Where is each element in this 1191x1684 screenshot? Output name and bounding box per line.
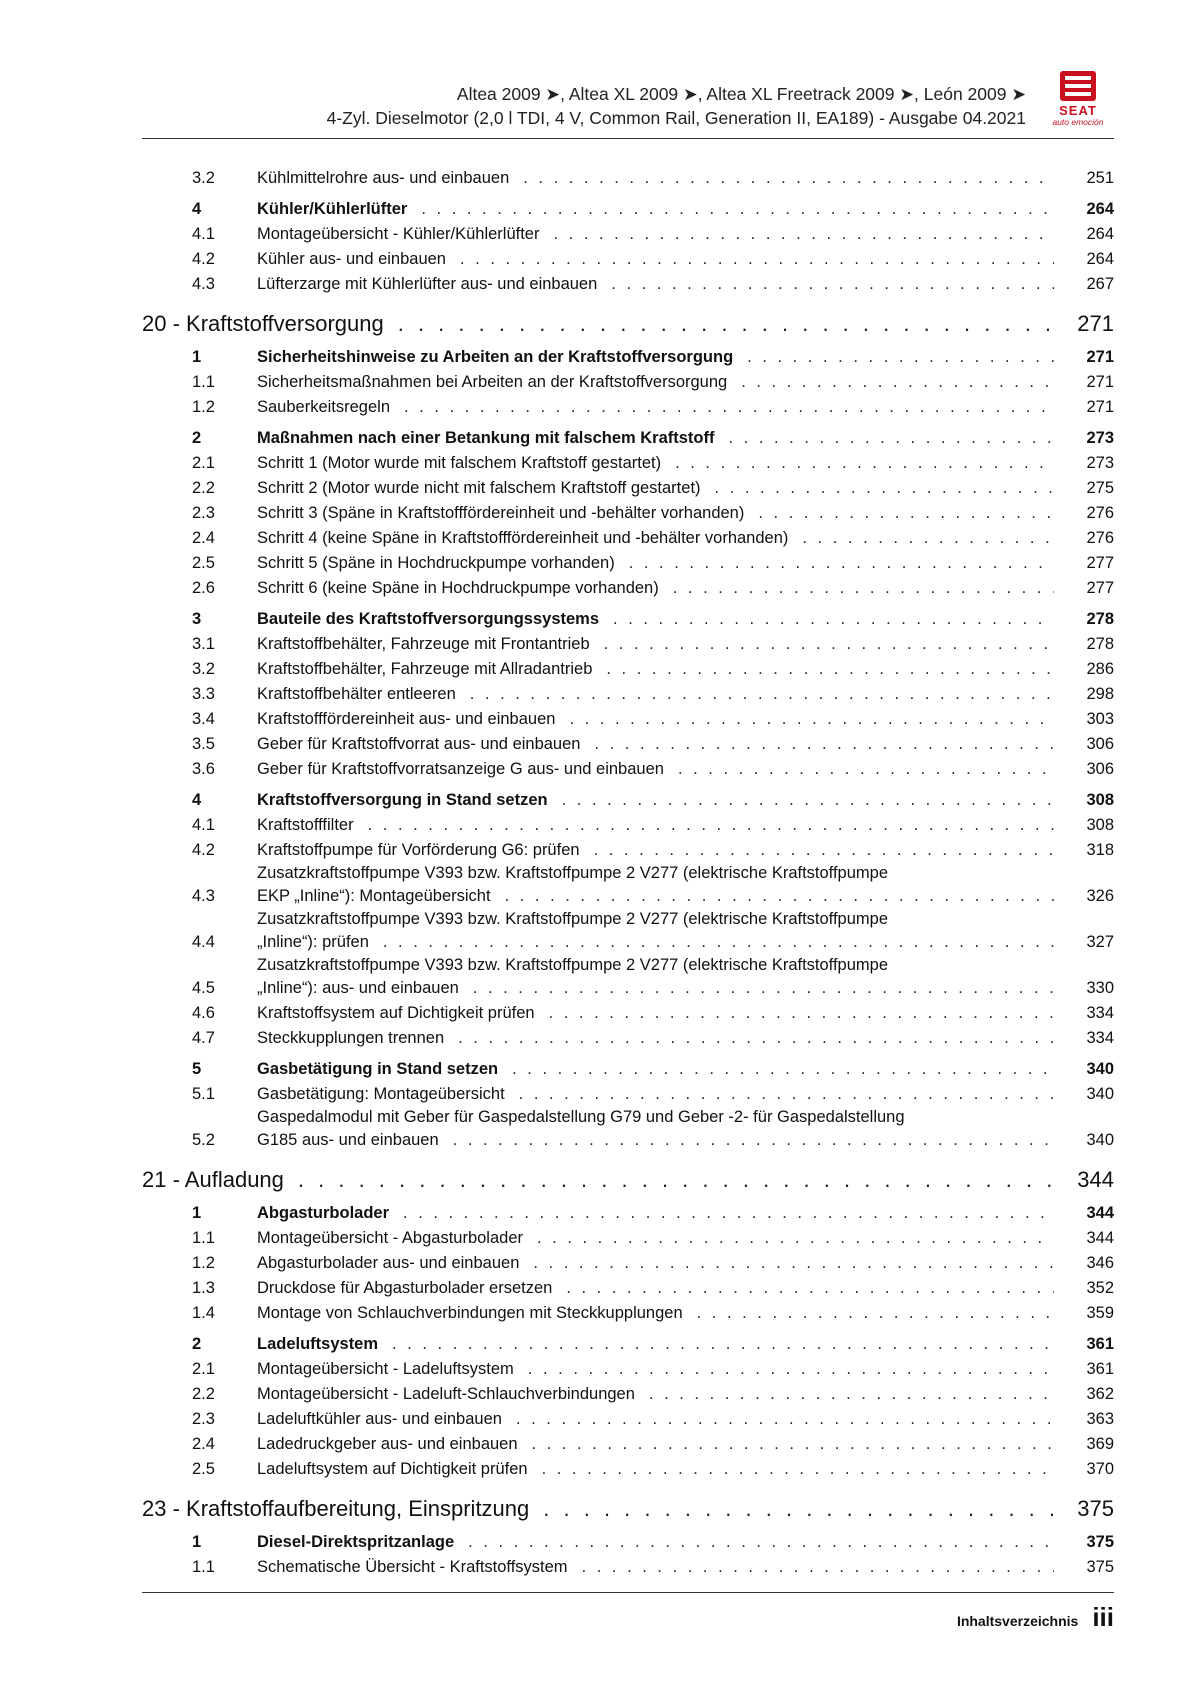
toc-title: Ladeluftsystem auf Dichtigkeit prüfen bbox=[257, 1460, 528, 1478]
toc-entry[interactable] bbox=[142, 955, 1114, 1001]
toc-title: EKP „Inline“): Montageübersicht bbox=[257, 887, 491, 905]
toc-entry[interactable] bbox=[142, 551, 1114, 576]
dot-leader bbox=[523, 166, 1054, 191]
toc-title: Zusatzkraftstoffpumpe V393 bzw. Kraftstoffpumpe 2 V277 (elektrische Kraftstoffpumpe bbox=[257, 864, 889, 882]
toc-section[interactable] bbox=[142, 1332, 1114, 1357]
toc-title: Kühler/Kühlerlüfter bbox=[257, 200, 408, 218]
toc-page-number: 278 bbox=[1086, 610, 1114, 628]
toc-page-number: 344 bbox=[1077, 1167, 1114, 1192]
toc-title: Abgasturbolader aus- und einbauen bbox=[257, 1254, 520, 1272]
toc-entry[interactable] bbox=[142, 166, 1114, 191]
toc-page-number: 264 bbox=[1086, 250, 1114, 268]
toc-section[interactable] bbox=[142, 197, 1114, 222]
toc-entry[interactable] bbox=[142, 395, 1114, 420]
dot-leader bbox=[516, 1407, 1054, 1432]
toc-title: 21 - Aufladung bbox=[142, 1167, 284, 1192]
toc-title: G185 aus- und einbauen bbox=[257, 1131, 439, 1149]
toc-number: 1.2 bbox=[192, 398, 215, 416]
toc-number: 2.2 bbox=[192, 479, 215, 497]
toc-title: Sauberkeitsregeln bbox=[257, 398, 390, 416]
dot-leader bbox=[512, 1057, 1054, 1082]
dot-leader bbox=[802, 526, 1054, 551]
dot-leader bbox=[594, 732, 1054, 757]
logo-brand: SEAT bbox=[1059, 103, 1097, 118]
seat-logo bbox=[1043, 70, 1113, 127]
toc-number: 3.2 bbox=[192, 660, 215, 678]
toc-entry[interactable] bbox=[142, 1432, 1114, 1457]
toc-entry[interactable] bbox=[142, 757, 1114, 782]
toc-entry[interactable] bbox=[142, 707, 1114, 732]
dot-leader bbox=[594, 838, 1054, 863]
toc-title: 23 - Kraftstoffaufbereitung, Einspritzung bbox=[142, 1496, 530, 1521]
toc-title: Gasbetätigung in Stand setzen bbox=[257, 1060, 499, 1078]
toc-page-number: 344 bbox=[1086, 1229, 1114, 1247]
toc-title: Kraftstoffpumpe für Vorförderung G6: prüfen bbox=[257, 841, 580, 859]
toc-title: Diesel-Direktspritzanlage bbox=[257, 1533, 455, 1551]
toc-section[interactable] bbox=[142, 1057, 1114, 1082]
dot-leader bbox=[675, 451, 1054, 476]
dot-leader bbox=[747, 345, 1054, 370]
toc-page-number: 276 bbox=[1086, 504, 1114, 522]
toc-entry[interactable] bbox=[142, 863, 1114, 909]
toc-title: Ladedruckgeber aus- und einbauen bbox=[257, 1435, 518, 1453]
dot-leader bbox=[715, 476, 1054, 501]
toc-entry[interactable] bbox=[142, 1226, 1114, 1251]
toc-number: 5.2 bbox=[192, 1131, 215, 1149]
toc-entry[interactable] bbox=[142, 1001, 1114, 1026]
toc-page-number: 303 bbox=[1086, 710, 1114, 728]
dot-leader bbox=[460, 247, 1054, 272]
toc-page-number: 375 bbox=[1077, 1496, 1114, 1521]
toc-number: 2.6 bbox=[192, 579, 215, 597]
toc-title: 20 - Kraftstoffversorgung bbox=[142, 311, 384, 336]
toc-chapter[interactable] bbox=[142, 1494, 1114, 1524]
toc-title: Montageübersicht - Ladeluft-Schlauchverbindungen bbox=[257, 1385, 635, 1403]
toc-section[interactable] bbox=[142, 1201, 1114, 1226]
toc-number: 4.3 bbox=[192, 275, 215, 293]
dot-leader bbox=[562, 788, 1054, 813]
toc-number: 2.1 bbox=[192, 454, 215, 472]
toc-number: 3.1 bbox=[192, 635, 215, 653]
page-footer bbox=[142, 1602, 1114, 1633]
toc-entry[interactable] bbox=[142, 526, 1114, 551]
toc-title: Schritt 2 (Motor wurde nicht mit falschem Kraftstoff gestartet) bbox=[257, 479, 701, 497]
toc-number: 2.4 bbox=[192, 1435, 215, 1453]
toc-section[interactable] bbox=[142, 426, 1114, 451]
dot-leader bbox=[582, 1555, 1054, 1580]
toc-entry[interactable] bbox=[142, 813, 1114, 838]
toc-title: Schritt 6 (keine Späne in Hochdruckpumpe vorhanden) bbox=[257, 579, 659, 597]
toc-title: Geber für Kraftstoffvorrat aus- und einbauen bbox=[257, 735, 581, 753]
dot-leader bbox=[611, 272, 1054, 297]
toc-page-number: 298 bbox=[1086, 685, 1114, 703]
toc-number: 2.4 bbox=[192, 529, 215, 547]
toc-number: 3.5 bbox=[192, 735, 215, 753]
toc-page-number: 273 bbox=[1086, 429, 1114, 447]
toc-entry[interactable] bbox=[142, 682, 1114, 707]
toc-page-number: 275 bbox=[1086, 479, 1114, 497]
toc-page-number: 286 bbox=[1086, 660, 1114, 678]
toc-title: Kühler aus- und einbauen bbox=[257, 250, 446, 268]
footer-title: Inhaltsverzeichnis bbox=[956, 1613, 1079, 1629]
toc-page-number: 344 bbox=[1086, 1204, 1114, 1222]
dot-leader bbox=[383, 930, 1054, 955]
toc-chapter[interactable] bbox=[142, 1165, 1114, 1195]
toc-entry[interactable] bbox=[142, 501, 1114, 526]
dot-leader bbox=[398, 309, 1054, 339]
toc-title: Steckkupplungen trennen bbox=[257, 1029, 445, 1047]
dot-leader bbox=[368, 813, 1054, 838]
toc-title: Schritt 5 (Späne in Hochdruckpumpe vorhanden) bbox=[257, 554, 615, 572]
toc-number: 1 bbox=[192, 348, 202, 366]
toc-title: Abgasturbolader bbox=[257, 1204, 390, 1222]
toc-number: 2.2 bbox=[192, 1385, 215, 1403]
dot-leader bbox=[604, 632, 1054, 657]
toc-page-number: 271 bbox=[1086, 373, 1114, 391]
dot-leader bbox=[678, 757, 1054, 782]
toc-page-number: 340 bbox=[1086, 1131, 1114, 1149]
toc-number: 3.4 bbox=[192, 710, 215, 728]
toc-title: Ladeluftsystem bbox=[257, 1335, 379, 1353]
toc-entry[interactable] bbox=[142, 909, 1114, 955]
toc-number: 2.3 bbox=[192, 1410, 215, 1428]
toc-page-number: 361 bbox=[1086, 1360, 1114, 1378]
toc-title: Schritt 3 (Späne in Kraftstofffördereinheit und -behälter vorhanden) bbox=[257, 504, 745, 522]
dot-leader bbox=[569, 707, 1054, 732]
toc-page-number: 330 bbox=[1086, 979, 1114, 997]
dot-leader bbox=[553, 222, 1054, 247]
page-header bbox=[140, 82, 1026, 130]
dot-leader bbox=[758, 501, 1054, 526]
toc-entry[interactable] bbox=[142, 370, 1114, 395]
toc-number: 2.5 bbox=[192, 1460, 215, 1478]
toc-page-number: 278 bbox=[1086, 635, 1114, 653]
toc-entry[interactable] bbox=[142, 1276, 1114, 1301]
toc-entry[interactable] bbox=[142, 1382, 1114, 1407]
toc-page-number: 264 bbox=[1086, 200, 1114, 218]
toc-title: „Inline“): prüfen bbox=[257, 933, 369, 951]
toc-entry[interactable] bbox=[142, 451, 1114, 476]
toc-section[interactable] bbox=[142, 607, 1114, 632]
toc-title: Bauteile des Kraftstoffversorgungssystems bbox=[257, 610, 600, 628]
toc-number: 1 bbox=[192, 1533, 202, 1551]
toc-title: „Inline“): aus- und einbauen bbox=[257, 979, 459, 997]
toc-title: Gaspedalmodul mit Geber für Gaspedalstellung G79 und Geber -2- für Gaspedalstellung bbox=[257, 1108, 905, 1126]
toc-number: 2.3 bbox=[192, 504, 215, 522]
toc-page-number: 271 bbox=[1086, 348, 1114, 366]
toc-title: Kraftstofffördereinheit aus- und einbauen bbox=[257, 710, 556, 728]
toc-page-number: 375 bbox=[1086, 1533, 1114, 1551]
toc-title: Montageübersicht - Kühler/Kühlerlüfter bbox=[257, 225, 540, 243]
toc-entry[interactable] bbox=[142, 1082, 1114, 1107]
toc-title: Geber für Kraftstoffvorratsanzeige G aus- und einbauen bbox=[257, 760, 664, 778]
toc-title: Maßnahmen nach einer Betankung mit falschem Kraftstoff bbox=[257, 429, 715, 447]
toc-entry[interactable] bbox=[142, 1457, 1114, 1482]
toc-entry[interactable] bbox=[142, 632, 1114, 657]
toc-entry[interactable] bbox=[142, 272, 1114, 297]
toc-page-number: 340 bbox=[1086, 1060, 1114, 1078]
dot-leader bbox=[741, 370, 1054, 395]
toc-entry[interactable] bbox=[142, 838, 1114, 863]
toc-entry[interactable] bbox=[142, 1251, 1114, 1276]
toc-number: 1.3 bbox=[192, 1279, 215, 1297]
toc-number: 4.3 bbox=[192, 887, 215, 905]
header-engine: 4-Zyl. Dieselmotor (2,0 l TDI, 4 V, Common Rail, Generation II, EA189) - Ausgabe 04.2021 bbox=[326, 108, 1026, 128]
toc-entry[interactable] bbox=[142, 1107, 1114, 1153]
toc-page-number: 361 bbox=[1086, 1335, 1114, 1353]
toc-number: 3.2 bbox=[192, 169, 215, 187]
toc-title: Kraftstoffversorgung in Stand setzen bbox=[257, 791, 548, 809]
toc-number: 4.5 bbox=[192, 979, 215, 997]
toc-page-number: 375 bbox=[1086, 1558, 1114, 1576]
toc-page-number: 352 bbox=[1086, 1279, 1114, 1297]
toc-number: 1.2 bbox=[192, 1254, 215, 1272]
dot-leader bbox=[468, 1530, 1054, 1555]
dot-leader bbox=[532, 1432, 1054, 1457]
toc-number: 3 bbox=[192, 610, 202, 628]
dot-leader bbox=[421, 197, 1054, 222]
dot-leader bbox=[473, 976, 1054, 1001]
toc-entry[interactable] bbox=[142, 1357, 1114, 1382]
dot-leader bbox=[549, 1001, 1054, 1026]
toc-page-number: 308 bbox=[1086, 791, 1114, 809]
toc-section[interactable] bbox=[142, 345, 1114, 370]
dot-leader bbox=[606, 657, 1054, 682]
toc-page-number: 306 bbox=[1086, 735, 1114, 753]
dot-leader bbox=[542, 1457, 1054, 1482]
toc-entry[interactable] bbox=[142, 222, 1114, 247]
toc-title: Schematische Übersicht - Kraftstoffsystem bbox=[257, 1558, 568, 1576]
toc-number: 4.6 bbox=[192, 1004, 215, 1022]
toc-page-number: 363 bbox=[1086, 1410, 1114, 1428]
toc-number: 2.5 bbox=[192, 554, 215, 572]
toc-page-number: 264 bbox=[1086, 225, 1114, 243]
toc-title: Montage von Schlauchverbindungen mit Steckkupplungen bbox=[257, 1304, 683, 1322]
dot-leader bbox=[392, 1332, 1054, 1357]
toc-section[interactable] bbox=[142, 1530, 1114, 1555]
toc-entry[interactable] bbox=[142, 1407, 1114, 1432]
toc-number: 4 bbox=[192, 200, 202, 218]
toc-number: 2 bbox=[192, 429, 202, 447]
toc-number: 2 bbox=[192, 1335, 202, 1353]
footer-rule bbox=[142, 1592, 1114, 1593]
dot-leader bbox=[453, 1128, 1054, 1153]
toc-entry[interactable] bbox=[142, 1555, 1114, 1580]
dot-leader bbox=[729, 426, 1055, 451]
toc-number: 1.4 bbox=[192, 1304, 215, 1322]
toc-number: 4 bbox=[192, 791, 202, 809]
toc-title: Kraftstofffilter bbox=[257, 816, 354, 834]
toc-chapter[interactable] bbox=[142, 309, 1114, 339]
dot-leader bbox=[613, 607, 1054, 632]
toc-number: 4.1 bbox=[192, 225, 215, 243]
toc-title: Montageübersicht - Abgasturbolader bbox=[257, 1229, 523, 1247]
toc-page-number: 271 bbox=[1077, 311, 1114, 336]
toc-number: 3.3 bbox=[192, 685, 215, 703]
toc-page-number: 369 bbox=[1086, 1435, 1114, 1453]
toc-title: Druckdose für Abgasturbolader ersetzen bbox=[257, 1279, 553, 1297]
toc-entry[interactable] bbox=[142, 732, 1114, 757]
toc-page-number: 273 bbox=[1086, 454, 1114, 472]
toc-page-number: 276 bbox=[1086, 529, 1114, 547]
toc-title: Sicherheitshinweise zu Arbeiten an der Kraftstoffversorgung bbox=[257, 348, 734, 366]
toc-title: Kraftstoffbehälter, Fahrzeuge mit Allradantrieb bbox=[257, 660, 593, 678]
dot-leader bbox=[673, 576, 1054, 601]
toc-page-number: 308 bbox=[1086, 816, 1114, 834]
toc-number: 5.1 bbox=[192, 1085, 215, 1103]
toc-page-number: 340 bbox=[1086, 1085, 1114, 1103]
toc-title: Gasbetätigung: Montageübersicht bbox=[257, 1085, 505, 1103]
toc-title: Zusatzkraftstoffpumpe V393 bzw. Kraftstoffpumpe 2 V277 (elektrische Kraftstoffpumpe bbox=[257, 956, 889, 974]
toc-page-number: 346 bbox=[1086, 1254, 1114, 1272]
dot-leader bbox=[566, 1276, 1054, 1301]
dot-leader bbox=[298, 1165, 1054, 1195]
toc-page-number: 370 bbox=[1086, 1460, 1114, 1478]
toc-section[interactable] bbox=[142, 788, 1114, 813]
toc-title: Montageübersicht - Ladeluftsystem bbox=[257, 1360, 514, 1378]
toc-page-number: 271 bbox=[1086, 398, 1114, 416]
toc-number: 3.6 bbox=[192, 760, 215, 778]
toc-title: Kraftstoffbehälter, Fahrzeuge mit Frontantrieb bbox=[257, 635, 590, 653]
toc-page-number: 359 bbox=[1086, 1304, 1114, 1322]
toc-entry[interactable] bbox=[142, 1026, 1114, 1051]
toc-number: 2.1 bbox=[192, 1360, 215, 1378]
toc-number: 4.4 bbox=[192, 933, 215, 951]
toc-number: 4.1 bbox=[192, 816, 215, 834]
toc-entry[interactable] bbox=[142, 657, 1114, 682]
toc-title: Kühlmittelrohre aus- und einbauen bbox=[257, 169, 510, 187]
dot-leader bbox=[519, 1082, 1054, 1107]
toc-number: 4.2 bbox=[192, 250, 215, 268]
toc-title: Zusatzkraftstoffpumpe V393 bzw. Kraftstoffpumpe 2 V277 (elektrische Kraftstoffpumpe bbox=[257, 910, 889, 928]
toc-title: Schritt 1 (Motor wurde mit falschem Kraftstoff gestartet) bbox=[257, 454, 662, 472]
toc-title: Ladeluftkühler aus- und einbauen bbox=[257, 1410, 502, 1428]
dot-leader bbox=[403, 1201, 1054, 1226]
dot-leader bbox=[543, 1494, 1054, 1524]
dot-leader bbox=[533, 1251, 1054, 1276]
toc-number: 5 bbox=[192, 1060, 202, 1078]
toc-entry[interactable] bbox=[142, 576, 1114, 601]
toc-page-number: 251 bbox=[1086, 169, 1114, 187]
toc-page-number: 334 bbox=[1086, 1004, 1114, 1022]
toc-title: Kraftstoffsystem auf Dichtigkeit prüfen bbox=[257, 1004, 535, 1022]
dot-leader bbox=[528, 1357, 1054, 1382]
toc-number: 1.1 bbox=[192, 373, 215, 391]
toc-page-number: 267 bbox=[1086, 275, 1114, 293]
dot-leader bbox=[404, 395, 1054, 420]
header-rule bbox=[142, 138, 1114, 139]
dot-leader bbox=[649, 1382, 1054, 1407]
footer-page-number: iii bbox=[1092, 1602, 1114, 1632]
toc-page-number: 318 bbox=[1086, 841, 1114, 859]
toc-page-number: 306 bbox=[1086, 760, 1114, 778]
dot-leader bbox=[470, 682, 1054, 707]
toc-number: 4.2 bbox=[192, 841, 215, 859]
toc-title: Kraftstoffbehälter entleeren bbox=[257, 685, 456, 703]
toc-title: Schritt 4 (keine Späne in Kraftstofffördereinheit und -behälter vorhanden) bbox=[257, 529, 789, 547]
table-of-contents bbox=[142, 166, 1114, 1580]
toc-page-number: 277 bbox=[1086, 579, 1114, 597]
toc-number: 1 bbox=[192, 1204, 202, 1222]
toc-number: 1.1 bbox=[192, 1229, 215, 1247]
toc-entry[interactable] bbox=[142, 476, 1114, 501]
toc-entry[interactable] bbox=[142, 247, 1114, 272]
toc-number: 1.1 bbox=[192, 1558, 215, 1576]
toc-number: 4.7 bbox=[192, 1029, 215, 1047]
toc-page-number: 362 bbox=[1086, 1385, 1114, 1403]
dot-leader bbox=[629, 551, 1054, 576]
toc-page-number: 327 bbox=[1086, 933, 1114, 951]
seat-emblem-icon bbox=[1059, 70, 1097, 102]
toc-title: Lüfterzarge mit Kühlerlüfter aus- und einbauen bbox=[257, 275, 598, 293]
dot-leader bbox=[458, 1026, 1054, 1051]
toc-page-number: 277 bbox=[1086, 554, 1114, 572]
toc-page-number: 326 bbox=[1086, 887, 1114, 905]
dot-leader bbox=[537, 1226, 1054, 1251]
toc-page-number: 334 bbox=[1086, 1029, 1114, 1047]
dot-leader bbox=[697, 1301, 1054, 1326]
toc-title: Sicherheitsmaßnahmen bei Arbeiten an der Kraftstoffversorgung bbox=[257, 373, 728, 391]
logo-claim: auto emoción bbox=[1052, 117, 1104, 127]
dot-leader bbox=[505, 884, 1054, 909]
header-models: Altea 2009 ➤, Altea XL 2009 ➤, Altea XL Freetrack 2009 ➤, León 2009 ➤ bbox=[456, 84, 1026, 104]
toc-entry[interactable] bbox=[142, 1301, 1114, 1326]
